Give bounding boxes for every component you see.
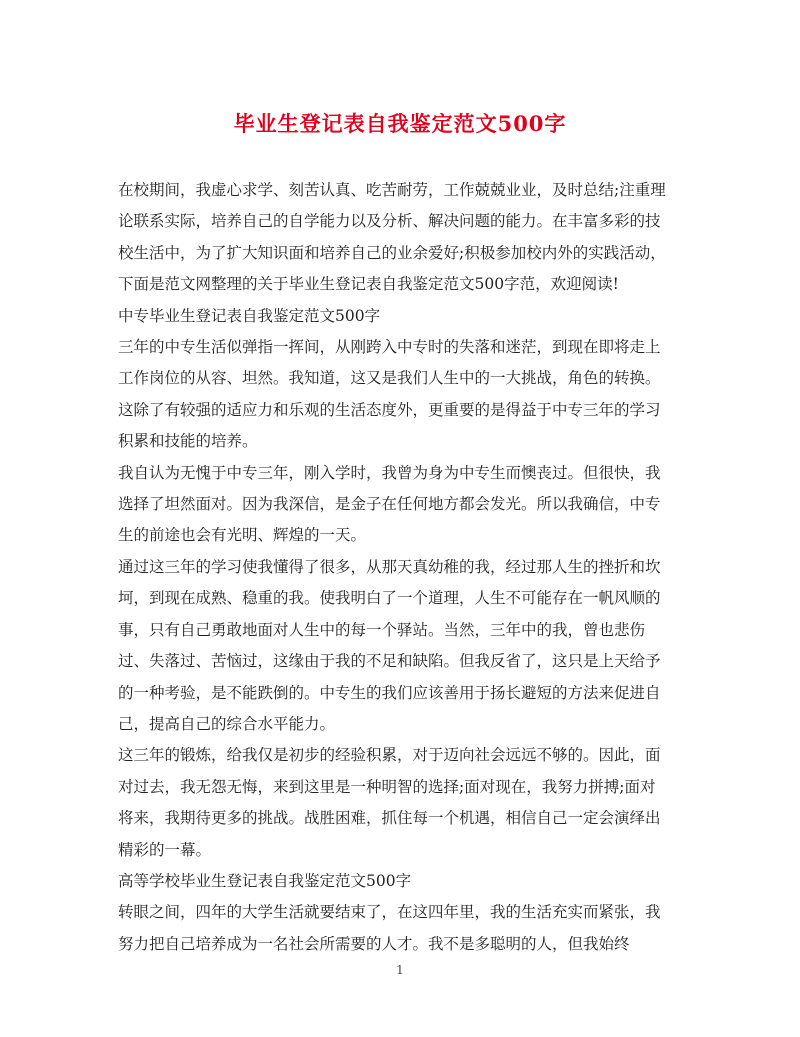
paragraph: 我自认为无愧于中专三年，刚入学时，我曾为身为中专生而懊丧过。但很快，我选择了坦然面对。因为我深信，是金子在任何地方都会发光。所以我确信，中专生的前途也会有光明、辉煌的一天。 (118, 463, 661, 545)
section-heading-gaodeng: 高等学校毕业生登记表自我鉴定范文500字 (118, 871, 412, 890)
paragraph: 这三年的锻炼，给我仅是初步的经验积累，对于迈向社会远远不够的。因此，面对过去，我无怨无悔，来到这里是一种明智的选择;面对现在，我努力拼搏;面对将来，我期待更多的挑战。战胜困难，抓住每一个机遇，相信自己一定会演绎出精彩的一幕。 (118, 746, 661, 859)
paragraph: 三年的中专生活似弹指一挥间，从刚跨入中专时的失落和迷茫，到现在即将走上工作岗位的从容、坦然。我知道，这又是我们人生中的一大挑战，角色的转换。这除了有较强的适应力和乐观的生活态度外，更重要的是得益于中专三年的学习积累和技能的培养。 (118, 338, 661, 451)
section-heading-zhongzhuan: 中专毕业生登记表自我鉴定范文500字 (118, 306, 381, 325)
paragraph-intro: 在校期间，我虚心求学、刻苦认真、吃苦耐劳，工作兢兢业业，及时总结;注重理论联系实际，培养自己的自学能力以及分析、解决问题的能力。在丰富多彩的技校生活中，为了扩大知识面和培养自己的业余爱好;积极参加校内外的实践活动，下面是范文网整理的关于毕业生登记表自我鉴定范文500字范，欢迎阅读! (118, 181, 666, 294)
paragraph: 转眼之间，四年的大学生活就要结束了，在这四年里，我的生活充实而紧张，我努力把自己培养成为一名社会所需要的人才。我不是多聪明的人，但我始终 (118, 903, 661, 953)
document-body (118, 175, 668, 960)
paragraph: 通过这三年的学习使我懂得了很多，从那天真幼稚的我，经过那人生的挫折和坎坷，到现在成熟、稳重的我。使我明白了一个道理，人生不可能存在一帆风顺的事，只有自己勇敢地面对人生中的每一个驿站。当然，三年中的我，曾也悲伤过、失落过、苦恼过，这缘由于我的不足和缺陷。但我反省了，这只是上天给予的一种考验，是不能跌倒的。中专生的我们应该善用于扬长避短的方法来促进自己，提高自己的综合水平能力。 (118, 557, 661, 733)
page-number: 1 (396, 963, 404, 977)
document-title: 毕业生登记表自我鉴定范文500字 (233, 111, 567, 136)
